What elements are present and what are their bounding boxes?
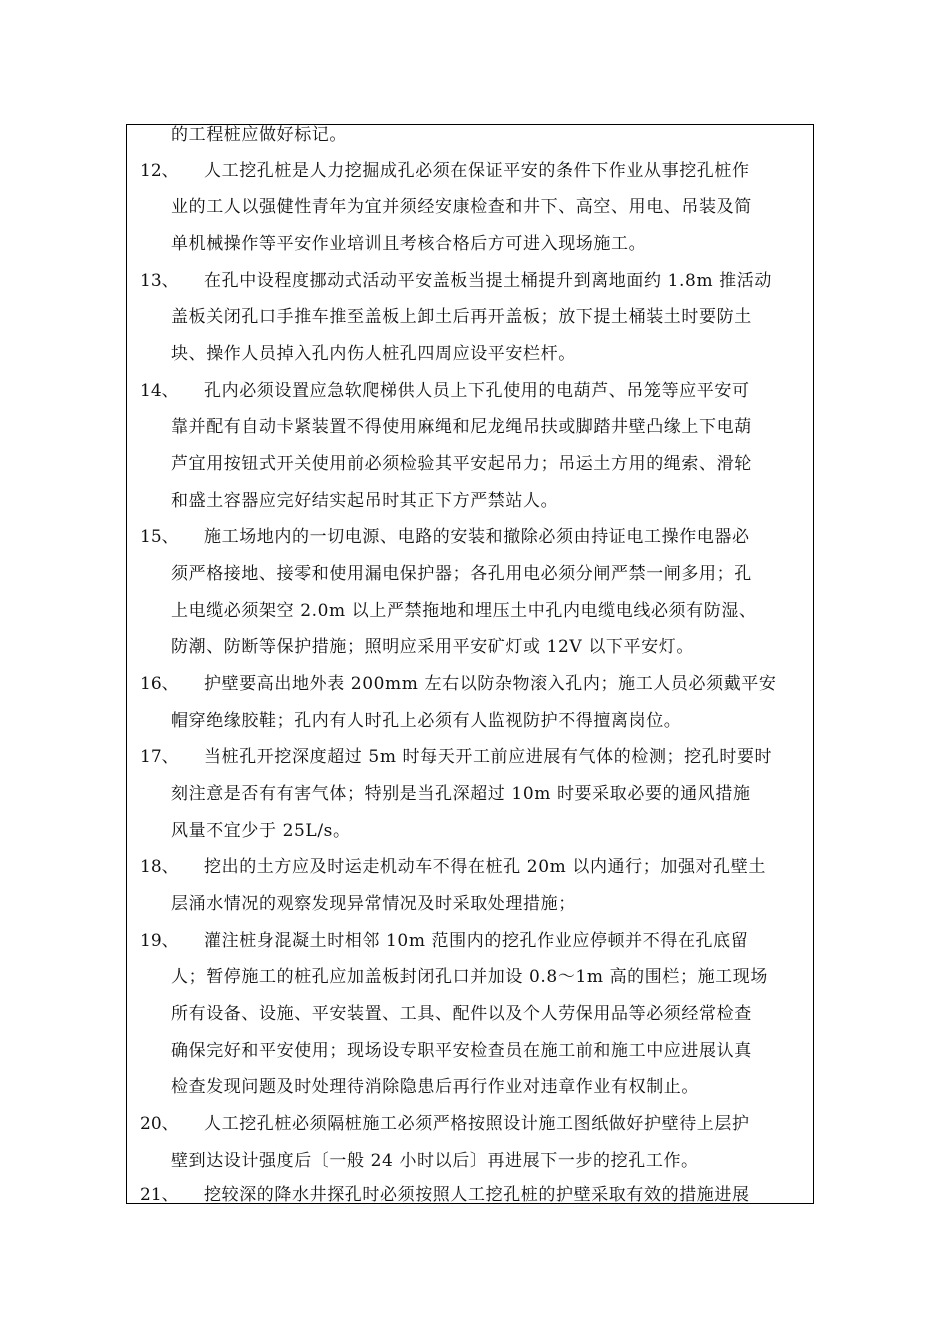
item-19-number: 19、 — [140, 931, 179, 951]
item-17-line-2: 刻注意是否有有害气体；特别是当孔深超过 10m 时要采取必要的通风措施 — [171, 784, 751, 804]
item-14-line-3: 芦宜用按钮式开关使用前必须检验其平安起吊力；吊运土方用的绳索、滑轮 — [171, 454, 752, 474]
item-15-line-2: 须严格接地、接零和使用漏电保护器；各孔用电必须分闸严禁一闸多用；孔 — [171, 564, 752, 584]
item-15-line-1: 施工场地内的一切电源、电路的安装和撤除必须由持证电工操作电器必 — [204, 527, 750, 547]
item-13-line-1: 在孔中设程度挪动式活动平安盖板当提土桶提升到离地面约 1.8m 推活动 — [204, 271, 772, 291]
item-16-number: 16、 — [140, 674, 179, 694]
item-13-line-3: 块、操作人员掉入孔内伤人桩孔四周应设平安栏杆。 — [171, 344, 576, 364]
item-20-line-2: 壁到达设计强度后〔一般 24 小时以后〕再进展下一步的挖孔工作。 — [171, 1151, 699, 1171]
item-15-line-3: 上电缆必须架空 2.0m 以上严禁拖地和埋压土中孔内电缆电线必须有防湿、 — [171, 601, 757, 621]
item-20-line-1: 人工挖孔桩必须隔桩施工必须严格按照设计施工图纸做好护壁待上层护 — [204, 1114, 750, 1134]
item-19-line-2: 人；暂停施工的桩孔应加盖板封闭孔口并加设 0.8～1m 高的围栏；施工现场 — [171, 967, 768, 987]
item-19-line-4: 确保完好和平安使用；现场设专职平安检查员在施工前和施工中应进展认真 — [171, 1041, 752, 1061]
item-14-line-4: 和盛土容器应完好结实起吊时其正下方严禁站人。 — [171, 491, 559, 511]
item-15-number: 15、 — [140, 527, 179, 547]
item-20-number: 20、 — [140, 1114, 179, 1134]
item-19-line-3: 所有设备、设施、平安装置、工具、配件以及个人劳保用品等必须经常检查 — [171, 1004, 752, 1024]
item-12-line-3: 单机械操作等平安作业培训且考核合格后方可进入现场施工。 — [171, 234, 647, 254]
continuation-line: 的工程桩应做好标记。 — [171, 125, 347, 145]
item-16-line-2: 帽穿绝缘胶鞋；孔内有人时孔上必须有人监视防护不得擅离岗位。 — [171, 711, 682, 731]
item-17-line-3: 风量不宜少于 25L/s。 — [171, 821, 351, 841]
item-18-line-1: 挖出的土方应及时运走机动车不得在桩孔 20m 以内通行；加强对孔壁土 — [204, 857, 766, 877]
item-17-number: 17、 — [140, 747, 179, 767]
item-13-line-2: 盖板关闭孔口手推车推至盖板上卸土后再开盖板；放下提土桶装土时要防土 — [171, 307, 752, 327]
item-14-line-2: 靠并配有自动卡紧装置不得使用麻绳和尼龙绳吊扶或脚踏井壁凸缘上下电葫 — [171, 417, 752, 437]
item-15-line-4: 防潮、防断等保护措施；照明应采用平安矿灯或 12V 以下平安灯。 — [171, 637, 694, 657]
item-16-line-1: 护壁要高出地外表 200mm 左右以防杂物滚入孔内；施工人员必须戴平安 — [204, 674, 777, 694]
item-12-number: 12、 — [140, 161, 179, 181]
item-21-number: 21、 — [140, 1185, 179, 1205]
item-21-line-1: 挖较深的降水井探孔时必须按照人工挖孔桩的护壁采取有效的措施进展 — [204, 1185, 750, 1205]
item-12-line-2: 业的工人以强健性青年为宜并须经安康检查和井下、高空、用电、吊装及简 — [171, 197, 752, 217]
item-19-line-1: 灌注桩身混凝土时相邻 10m 范围内的挖孔作业应停顿并不得在孔底留 — [204, 931, 749, 951]
item-13-number: 13、 — [140, 271, 179, 291]
item-19-line-5: 检查发现问题及时处理待消除隐患后再行作业对违章作业有权制止。 — [171, 1077, 699, 1097]
item-18-line-2: 层涌水情况的观察发现异常情况及时采取处理措施； — [171, 894, 576, 914]
item-14-line-1: 孔内必须设置应急软爬梯供人员上下孔使用的电葫芦、吊笼等应平安可 — [204, 381, 750, 401]
item-18-number: 18、 — [140, 857, 179, 877]
item-14-number: 14、 — [140, 381, 179, 401]
item-17-line-1: 当桩孔开挖深度超过 5m 时每天开工前应进展有气体的检测；挖孔时要时 — [204, 747, 773, 767]
item-12-line-1: 人工挖孔桩是人力挖掘成孔必须在保证平安的条件下作业从事挖孔桩作 — [204, 161, 750, 181]
